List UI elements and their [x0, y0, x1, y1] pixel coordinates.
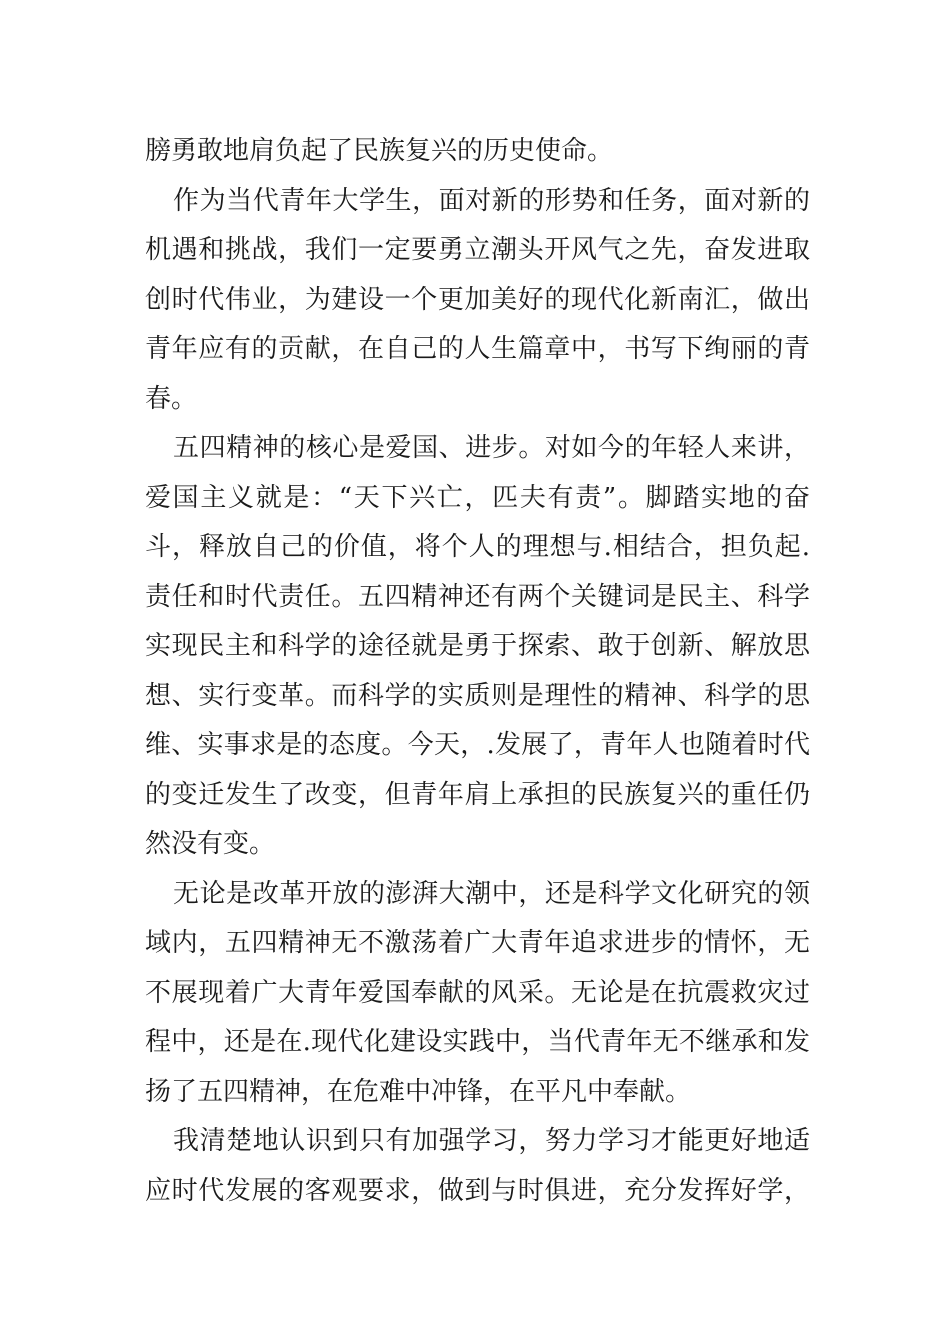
text-line: 域内，五四精神无不激荡着广大青年追求进步的情怀，无 [145, 928, 810, 958]
text-line: 实现民主和科学的途径就是勇于探索、敢于创新、解放思 [145, 631, 810, 661]
text-line: 应时代发展的客观要求，做到与时俱进，充分发挥好学， [145, 1175, 810, 1206]
text-line: 春。 [145, 383, 198, 414]
text-line: 不展现着广大青年爱国奉献的风采。无论是在抗震救灾过 [145, 977, 810, 1008]
text-line: 五四精神的核心是爱国、进步。对如今的年轻人来讲， [173, 433, 810, 463]
text-line: 责任和时代责任。五四精神还有两个关键词是民主、科学 [145, 581, 810, 612]
text-line: 创时代伟业，为建设一个更加美好的现代化新南汇，做出 [145, 284, 810, 315]
text-line: 维、实事求是的态度。今天，.发展了，青年人也随着时代 [145, 730, 810, 760]
text-line: 的变迁发生了改变，但青年肩上承担的民族复兴的重任仍 [145, 779, 810, 810]
text-line: 程中，还是在.现代化建设实践中，当代青年无不继承和发 [145, 1027, 810, 1057]
text-line: 青年应有的贡献，在自己的人生篇章中，书写下绚丽的青 [145, 334, 810, 364]
text-line: 斗，释放自己的价值，将个人的理想与.相结合，担负起. [145, 532, 810, 562]
text-line: 无论是改革开放的澎湃大潮中，还是科学文化研究的领 [173, 878, 810, 909]
text-line: 想、实行变革。而科学的实质则是理性的精神、科学的思 [145, 680, 810, 711]
text-line: 膀勇敢地肩负起了民族复兴的历史使命。 [145, 136, 614, 166]
text-line: 扬了五四精神，在危难中冲锋，在平凡中奉献。 [145, 1076, 692, 1107]
text-line: 我清楚地认识到只有加强学习，努力学习才能更好地适 [173, 1126, 810, 1156]
text-line: 然没有变。 [145, 829, 276, 859]
document-body [145, 127, 810, 1216]
text-line: 作为当代青年大学生，面对新的形势和任务，面对新的 [173, 185, 810, 216]
text-line: 爱国主义就是：“天下兴亡，匹夫有责”。脚踏实地的奋 [145, 482, 810, 513]
text-line: 机遇和挑战，我们一定要勇立潮头开风气之先，奋发进取 [145, 235, 810, 265]
